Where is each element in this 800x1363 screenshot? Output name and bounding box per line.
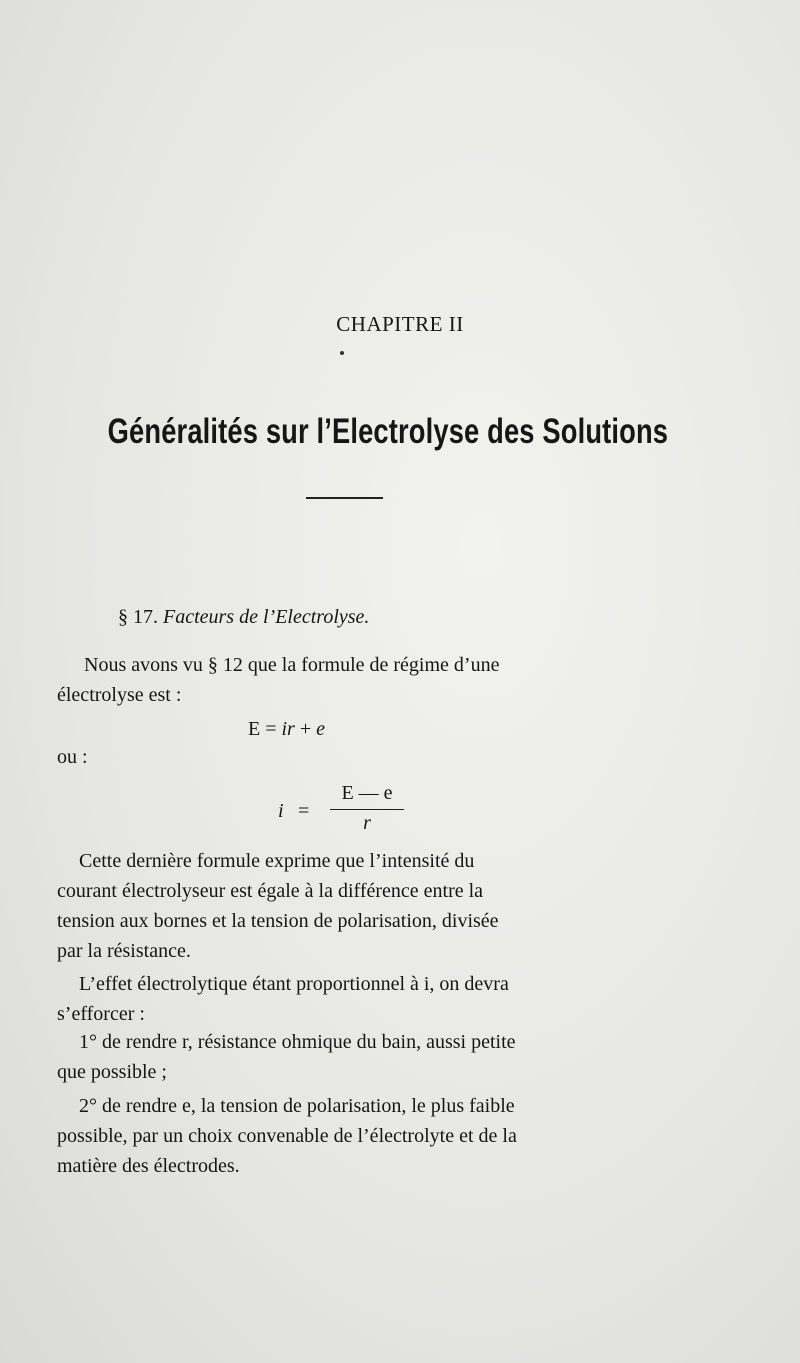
section-number: § 17. — [118, 606, 158, 628]
eq2-equals: = — [298, 800, 310, 822]
paragraph-2 — [57, 846, 632, 966]
eq1-lhs: E — [248, 718, 261, 740]
paragraph-1 — [57, 650, 632, 710]
eq1-plus: + — [299, 718, 312, 740]
list-item-line: que possible ; — [57, 1061, 167, 1083]
decorative-dot — [340, 351, 344, 355]
eq1-term2: e — [316, 718, 326, 740]
paragraph-line: tension aux bornes et la tension de polarisation, divisée — [57, 910, 499, 932]
eq2-lhs: i — [278, 800, 284, 822]
chapter-heading: CHAPITRE II — [336, 312, 464, 336]
eq1-equals: = — [265, 718, 277, 740]
eq2-denominator: r — [363, 812, 371, 834]
list-item-1 — [57, 1027, 632, 1087]
list-item-line: 1° de rendre r, résistance ohmique du bain, aussi petite — [79, 1031, 516, 1053]
paragraph-line: L’effet électrolytique étant proportionnel à i, on devra — [79, 973, 509, 995]
list-item-line: matière des électrodes. — [57, 1155, 240, 1177]
list-item-2 — [57, 1091, 632, 1181]
paragraph-line: Nous avons vu § 12 que la formule de régime d’une — [84, 654, 500, 676]
fraction-bar — [330, 809, 404, 810]
paragraph-line: courant électrolyseur est égale à la différence entre la — [57, 880, 484, 902]
eq2-fraction — [330, 782, 404, 835]
section-heading — [118, 606, 369, 629]
ou-label: ou : — [57, 746, 88, 768]
section-title: Facteurs de l’Electrolyse. — [163, 606, 370, 628]
paragraph-line: par la résistance. — [57, 940, 191, 962]
title-rule-divider — [306, 497, 383, 499]
eq1-term1: ir — [281, 718, 295, 740]
list-item-line: possible, par un choix convenable de l’électrolyte et de la — [57, 1125, 517, 1147]
eq2-numerator: E — e — [341, 782, 393, 804]
paragraph-line: s’efforcer : — [57, 1003, 145, 1025]
equation-1 — [248, 718, 325, 741]
paragraph-line: électrolyse est : — [57, 684, 182, 706]
paragraph-3 — [57, 969, 632, 1029]
paragraph-line: Cette dernière formule exprime que l’intensité du — [79, 850, 475, 872]
chapter-title: Généralités sur l’Electrolyse des Solutions — [107, 412, 669, 451]
list-item-line: 2° de rendre e, la tension de polarisation, le plus faible — [79, 1095, 515, 1117]
